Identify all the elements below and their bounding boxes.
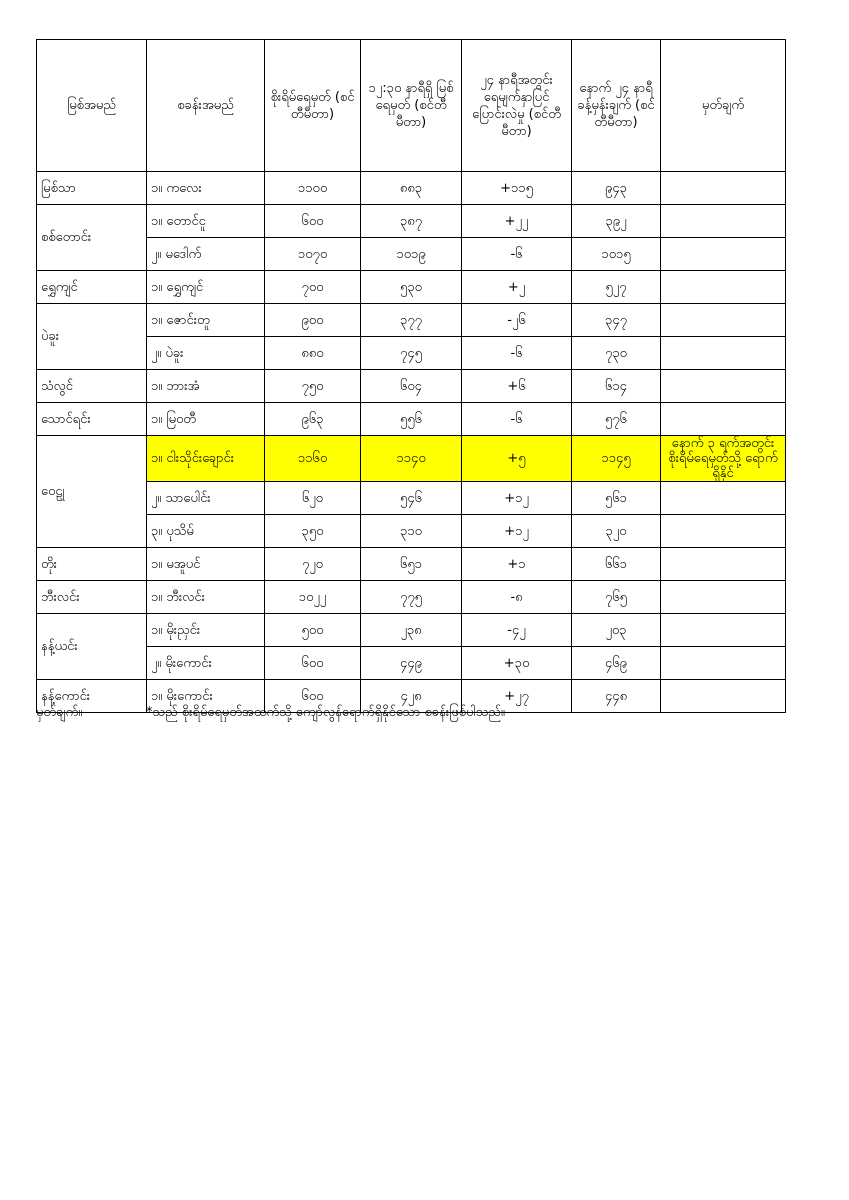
forecast-level: ၇၃၀ [572, 337, 661, 370]
danger-level: ၇၀၀ [265, 271, 361, 304]
forecast-level: ၆၁၄ [572, 370, 661, 403]
station-name: ၁။ တောင်ငူ [147, 205, 265, 238]
forecast-level: ၄၆၉ [572, 647, 661, 680]
header-level-1230: ၁၂:၃၀ နာရီရှိ မြစ်ရေမှတ် (စင်တီမီတာ) [361, 40, 462, 172]
forecast-level: ၆၆၁ [572, 548, 661, 581]
header-remarks: မှတ်ချက် [661, 40, 786, 172]
river-name: ရွှေကျင် [37, 271, 147, 304]
remark [661, 548, 786, 581]
table-row [37, 581, 786, 614]
header-forecast-24h: နောက် ၂၄ နာရီ ခန့်မှန်းချက် (စင်တီမီတာ) [572, 40, 661, 172]
forecast-level: ၅၆၁ [572, 482, 661, 515]
table-row [37, 271, 786, 304]
station-name: ၁။ ကလေး [147, 172, 265, 205]
level-change: +၁၂ [462, 482, 572, 515]
level-change: -၂၆ [462, 304, 572, 337]
river-name: နန့်ကောင်း [37, 680, 147, 713]
remark [661, 238, 786, 271]
table-row [37, 482, 786, 515]
danger-level: ၆၀၀ [265, 647, 361, 680]
current-level: ၅၃၀ [361, 271, 462, 304]
level-change: -၆ [462, 238, 572, 271]
current-level: ၂၃၈ [361, 614, 462, 647]
remark [661, 482, 786, 515]
river-name: ပဲခူး [37, 304, 147, 370]
danger-level: ၉၀၀ [265, 304, 361, 337]
remark: နောက် ၃ ရက်အတွင်း စိုးရိမ်ရေမှတ်သို့ ရောက်ရှိနိုင် [661, 436, 786, 482]
station-name: ၁။ မိုးညှင်း [147, 614, 265, 647]
table-row [37, 403, 786, 436]
remark [661, 271, 786, 304]
station-name: ၂။ မိုးကောင်း [147, 647, 265, 680]
current-level: ၇၇၅ [361, 581, 462, 614]
current-level: ၅၄၆ [361, 482, 462, 515]
remark [661, 403, 786, 436]
level-change: +၁ [462, 548, 572, 581]
level-change: -၆ [462, 337, 572, 370]
danger-level: ၆၀၀ [265, 205, 361, 238]
danger-level: ၉၆၃ [265, 403, 361, 436]
current-level: ၆၅၁ [361, 548, 462, 581]
current-level: ၃၇၇ [361, 304, 462, 337]
header-station: စခန်းအမည် [147, 40, 265, 172]
danger-level: ၁၀၇၀ [265, 238, 361, 271]
current-level: ၇၄၅ [361, 337, 462, 370]
forecast-level: ၃၄၇ [572, 304, 661, 337]
level-change: +၃၀ [462, 647, 572, 680]
station-name: ၁။ ဇောင်းတူ [147, 304, 265, 337]
station-name: ၁။ မြဝတီ [147, 403, 265, 436]
table-row [37, 172, 786, 205]
river-name: စစ်တောင်း [37, 205, 147, 271]
table-row [37, 614, 786, 647]
remark [661, 205, 786, 238]
table-row-highlighted [37, 436, 786, 482]
station-name: ၁။ ရွှေကျင် [147, 271, 265, 304]
remark [661, 647, 786, 680]
level-change: -၄၂ [462, 614, 572, 647]
remark [661, 515, 786, 548]
water-level-table [36, 39, 786, 713]
level-change: +၂၇ [462, 680, 572, 713]
current-level: ၅၅၆ [361, 403, 462, 436]
station-name: ၃။ ပုသိမ် [147, 515, 265, 548]
forecast-level: ၄၄၈ [572, 680, 661, 713]
forecast-level: ၅၇၆ [572, 403, 661, 436]
danger-level: ၅၀၀ [265, 614, 361, 647]
river-name: သံလွင် [37, 370, 147, 403]
level-change: +၆ [462, 370, 572, 403]
table-row [37, 304, 786, 337]
danger-level: ၁၁၀၀ [265, 172, 361, 205]
river-name: နန့်ယင်း [37, 614, 147, 680]
station-name: ၁။ မအူပင် [147, 548, 265, 581]
header-danger-level: စိုးရိမ်ရေမှတ် (စင်တီမီတာ) [265, 40, 361, 172]
forecast-level: ၃၉၂ [572, 205, 661, 238]
level-change: +၅ [462, 436, 572, 482]
station-name: ၁။ ငါးသိုင်းချောင်း [147, 436, 265, 482]
danger-level: ၆၂၀ [265, 482, 361, 515]
remark [661, 614, 786, 647]
remark [661, 337, 786, 370]
header-river: မြစ်အမည် [37, 40, 147, 172]
footnote-label: မှတ်ချက်။ [36, 705, 83, 720]
table-row [37, 205, 786, 238]
header-change-24h: ၂၄ နာရီအတွင်း ရေမျက်နှာပြင် ပြောင်းလဲမှု (စင်တီမီတာ) [462, 40, 572, 172]
station-name: ၁။ ဘားအံ [147, 370, 265, 403]
river-name: တိုး [37, 548, 147, 581]
current-level: ၁၀၁၉ [361, 238, 462, 271]
remark [661, 172, 786, 205]
station-name: ၂။ မဒေါက် [147, 238, 265, 271]
forecast-level: ၂၀၃ [572, 614, 661, 647]
table-row [37, 238, 786, 271]
danger-level: ၆၀၀ [265, 680, 361, 713]
footnote [36, 703, 816, 723]
remark [661, 581, 786, 614]
station-name: ၂။ သာပေါင်း [147, 482, 265, 515]
forecast-level: ၉၄၃ [572, 172, 661, 205]
danger-level: ၇၂၀ [265, 548, 361, 581]
current-level: ၄၂၈ [361, 680, 462, 713]
danger-level: ၇၅၀ [265, 370, 361, 403]
table-row [37, 370, 786, 403]
river-name: မြစ်သာ [37, 172, 147, 205]
level-change: -၈ [462, 581, 572, 614]
table-row [37, 337, 786, 370]
remark [661, 370, 786, 403]
level-change: -၆ [462, 403, 572, 436]
current-level: ၃၈၇ [361, 205, 462, 238]
header-row [37, 40, 786, 172]
danger-level: ၈၈၀ [265, 337, 361, 370]
level-change: +၂ [462, 271, 572, 304]
table-row [37, 548, 786, 581]
remark [661, 304, 786, 337]
danger-level: ၃၅၀ [265, 515, 361, 548]
forecast-level: ၁၀၁၅ [572, 238, 661, 271]
danger-level: ၁၀၂၂ [265, 581, 361, 614]
level-change: +၁၁၅ [462, 172, 572, 205]
current-level: ၄၄၉ [361, 647, 462, 680]
river-name: သောင်ရင်း [37, 403, 147, 436]
table-row [37, 515, 786, 548]
level-change: +၂၂ [462, 205, 572, 238]
danger-level: ၁၁၆၀ [265, 436, 361, 482]
level-change: +၁၂ [462, 515, 572, 548]
station-name: ၁။ ဘီးလင်း [147, 581, 265, 614]
footnote-text: *သည် စိုးရိမ်ရေမှတ်အထက်သို့ ကျော်လွန်ရောက်ရှိနိုင်သော စခန်းဖြစ်ပါသည်။ [146, 705, 505, 720]
forecast-level: ၇၆၅ [572, 581, 661, 614]
station-name: ၁။ မိုးကောင်း [147, 680, 265, 713]
forecast-level: ၅၂၇ [572, 271, 661, 304]
current-level: ၃၁၀ [361, 515, 462, 548]
station-name: ၂။ ပဲခူး [147, 337, 265, 370]
current-level: ၈၈၃ [361, 172, 462, 205]
river-name: ဘီးလင်း [37, 581, 147, 614]
table-row [37, 647, 786, 680]
current-level: ၁၁၄၀ [361, 436, 462, 482]
forecast-level: ၁၁၄၅ [572, 436, 661, 482]
current-level: ၆၀၄ [361, 370, 462, 403]
forecast-level: ၃၂၀ [572, 515, 661, 548]
river-name: ဝေ​ဠု [37, 436, 147, 548]
